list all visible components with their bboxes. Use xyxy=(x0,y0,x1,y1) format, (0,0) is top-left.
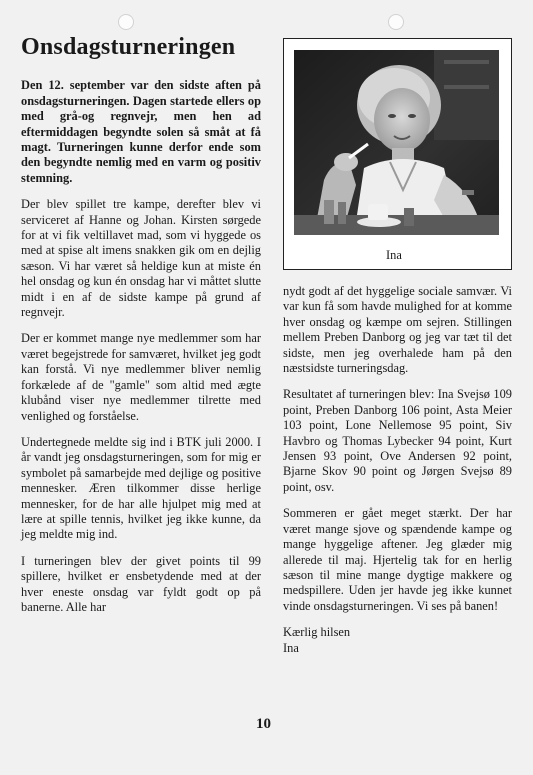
sign-off: Kærlig hilsen xyxy=(283,625,351,640)
photo-image xyxy=(294,50,499,235)
author-name: Ina xyxy=(283,640,299,655)
article-title: Onsdagsturneringen xyxy=(21,34,236,60)
photo-frame xyxy=(283,38,512,270)
punch-hole-right xyxy=(388,14,404,30)
left-column xyxy=(21,34,261,626)
page-number: 10 xyxy=(256,716,271,732)
body-paragraph: Der blev spillet tre kampe, derefter blev vi serviceret af Hanne og Johan. Kirsten sørgede for at vi fik veltillavet mad, som vi hyggede os med at spise alt imens snakken gik om en dejlig sæson. Vi har været så heldige kun at miste én hel onsdag og kun én onsdag har vi måttet slutte midt i en af de sidste kampe på grund af regnvejr. xyxy=(21,197,261,320)
body-paragraph: I turneringen blev der givet points til 99 spillere, hvilket er ensbetydende med at der hver eneste onsdag var fyldt godt op på banerne. Alle har xyxy=(21,553,261,614)
body-paragraph: nydt godt af det hyggelige sociale samvær. Vi var kun få som havde mulighed for at komme hver onsdag og kæmpe om sejren. Stillingen mellem Preben Danborg og jeg var tæt til det sidste, men jeg overhalede ham på den næstsidste turneringsdag. xyxy=(283,284,512,376)
photo-caption: Ina xyxy=(386,248,402,262)
lead-paragraph: Den 12. september var den sidste aften på onsdagsturneringen. Dagen startede ellers op med grå-og regnvejr, men hen ad eftermiddagen begyndte solen så småt at få magt. Turneringen kunne derfor ende som den begyndte nemlig med en varm og positiv stemning. xyxy=(21,78,261,185)
punch-hole-left xyxy=(118,14,134,30)
results-paragraph: Resultatet af turneringen blev: Ina Svejsø 109 point, Preben Danborg 106 point, Asta Meier 103 point, Lone Nellemose 95 point, Siv Havbro og Thomas Lybecker 94 point, Kurt Jensen 93 point, Ove Andersen 92 point, Bjarne Skov 90 point og Jørgen Svejsø 89 point, osv. xyxy=(283,387,512,494)
body-paragraph: Undertegnede meldte sig ind i BTK juli 2000. I år vandt jeg onsdagsturneringen, som for mig er symbolet på samarbejde med dejlige og positive mennesker. Æren tilkommer disse herlige mennesker, for de har alle hjulpet mig med at lære at spille tennis, hvilket jeg ikke kunne, da jeg meldte mig ind. xyxy=(21,434,261,542)
photo-woman-with-cigarette xyxy=(294,50,499,235)
right-column xyxy=(283,38,512,656)
body-paragraph: Der er kommet mange nye medlemmer som har været begejstrede for samværet, hvilket jeg godt kan forstå. Vi nye medlemmer bliver nemlig forkælede af de "gamle" som altid med ægte klubånd viser nye medlemmer tilrette med venlighed og forståelse. xyxy=(21,331,261,423)
body-paragraph: Sommeren er gået meget stærkt. Der har været mange sjove og spændende kampe og mange hyggelige aftener. Jeg glæder mig allerede til maj. Hjertelig tak for en herlig sæson til mine mange dygtige makkere og medspillere. Uden jer havde jeg ikke kunnet vinde onsdagsturneringen. Vi ses på banen! xyxy=(283,506,512,613)
